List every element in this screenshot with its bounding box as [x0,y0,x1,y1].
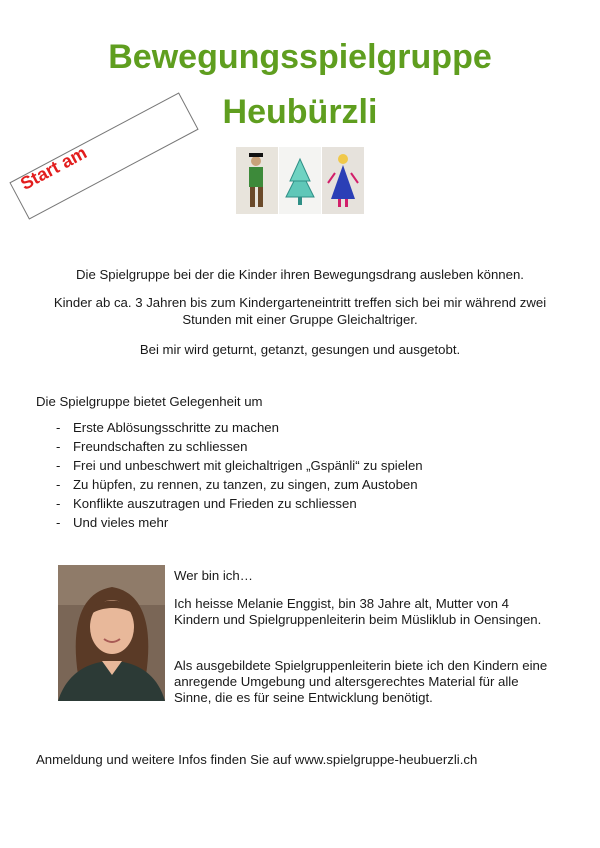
list-item: - Und vieles mehr [56,515,169,530]
about-heading: Wer bin ich… [174,568,253,583]
list-item: - Freundschaften zu schliessen [56,439,248,454]
about-bio: Ich heisse Melanie Enggist, bin 38 Jahre alt, Mutter von 4 Kindern und Spielgruppenleiterin beim Müsliklub in Oensingen. [174,596,542,627]
portrait-photo [58,565,165,701]
offers-list [44,418,423,532]
start-stamp-text: Start am [17,142,91,194]
children-drawings-image [236,147,364,214]
list-item: - Konflikte auszutragen und Frieden zu schliessen [56,496,357,511]
footer-text: Anmeldung und weitere Infos finden Sie auf www.spielgruppe-heubuerzli.ch [36,752,478,767]
title-line-2: Heubürzli [222,93,378,131]
intro-paragraph-2: Kinder ab ca. 3 Jahren bis zum Kindergarteneintritt treffen sich bei mir während zwei Stunden mit einer Gruppe Gleichaltriger. [53,295,547,327]
title-line-1: Bewegungsspielgruppe [108,38,492,76]
offers-lead: Die Spielgruppe bietet Gelegenheit um [36,394,263,409]
list-item: - Frei und unbeschwert mit gleichaltrigen „Gspänli“ zu spielen [56,458,423,473]
intro-paragraph-3: Bei mir wird geturnt, getanzt, gesungen und ausgetobt. [139,342,461,357]
about-offer: Als ausgebildete Spielgruppenleiterin biete ich den Kindern eine anregende Umgebung und altersgerechtes Material für alle Sinne, die es für seine Entwicklung benötigt. [174,658,548,705]
list-item: - Erste Ablösungsschritte zu machen [56,420,279,435]
list-item: - Zu hüpfen, zu rennen, zu tanzen, zu singen, zum Austoben [56,477,418,492]
intro-paragraph-1: Die Spielgruppe bei der die Kinder ihren Bewegungsdrang ausleben können. [76,267,524,282]
